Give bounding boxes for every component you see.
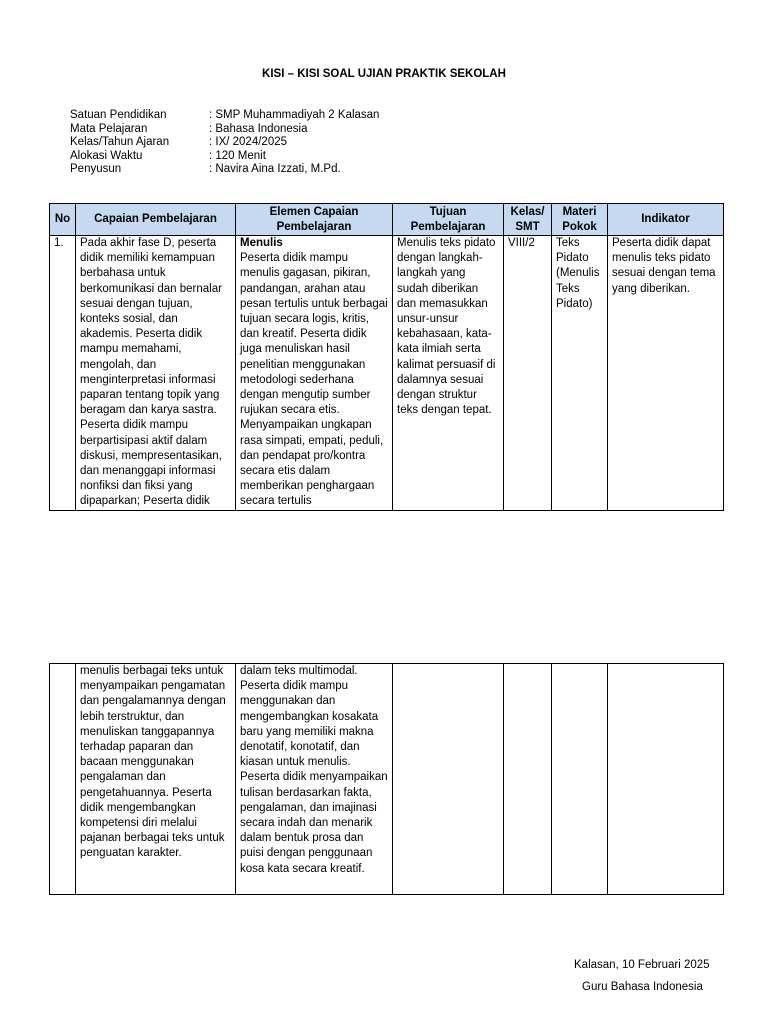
info-value: : IX/ 2024/2025 [209, 136, 288, 149]
cell-indikator: Peserta didik dapat menulis teks pidato sesuai dengan tema yang diberikan. [608, 236, 724, 511]
cell-tujuan [393, 664, 504, 895]
info-value: : SMP Muhammadiyah 2 Kalasan [209, 109, 380, 121]
table-row [50, 664, 724, 895]
info-label: Kelas/Tahun Ajaran [70, 136, 170, 149]
header-no: No [50, 204, 76, 236]
info-label: Alokasi Waktu [70, 149, 143, 162]
cell-indikator [608, 664, 724, 895]
document-title: KISI – KISI SOAL UJIAN PRAKTIK SEKOLAH [262, 68, 506, 80]
cell-kelas [504, 664, 552, 895]
cell-no: 1. [50, 236, 76, 511]
kisi-table-continued [49, 663, 724, 895]
info-row-waktu [70, 150, 379, 164]
info-label: Penyusun [70, 163, 122, 176]
cell-capaian: menulis berbagai teks untuk menyampaikan pengamatan dan pengalamannya dengan lebih terstruktur, dan menuliskan tanggapannya terhadap paparan dan bacaan menggunakan pengalaman dan pengetahuannya. Peserta didik mengembangkan kompetensi diri melalui pajanan berbagai teks untuk penguatan karakter. [76, 664, 236, 895]
info-label: Satuan Pendidikan [70, 109, 167, 121]
document-info [70, 109, 379, 177]
header-elemen: Elemen Capaian Pembelajaran [236, 204, 393, 236]
cell-capaian: Pada akhir fase D, peserta didik memiliki kemampuan berbahasa untuk berkomunikasi dan bernalar sesuai dengan tujuan, konteks sosial, dan akademis. Peserta didik mampu memahami, mengolah, dan menginterpretasi informasi paparan tentang topik yang beragam dan karya sastra. Peserta didik mampu berpartisipasi aktif dalam diskusi, mempresentasikan, dan menanggapi informasi nonfiksi dan fiksi yang dipaparkan; Peserta didik [76, 236, 236, 511]
info-value: : 120 Menit [209, 149, 266, 162]
header-kelas: Kelas/ SMT [504, 204, 552, 236]
cell-elemen: dalam teks multimodal. Peserta didik mampu menggunakan dan mengembangkan kosakata baru yang memiliki makna denotatif, konotatif, dan kiasan untuk menulis. Peserta didik menyampaikan tulisan berdasarkan fakta, pengalaman, dan imajinasi secara indah dan menarik dalam bentuk prosa dan puisi dengan penggunaan kosa kata secara kreatif. [236, 664, 393, 895]
kisi-table [49, 203, 724, 511]
signature-role: Guru Bahasa Indonesia [582, 981, 703, 993]
info-label: Mata Pelajaran [70, 122, 148, 135]
header-materi: Materi Pokok [552, 204, 608, 236]
cell-materi [552, 664, 608, 895]
header-tujuan: Tujuan Pembelajaran [393, 204, 504, 236]
info-value: : Bahasa Indonesia [209, 122, 308, 135]
cell-tujuan: Menulis teks pidato dengan langkah-langkah yang sudah diberikan dan memasukkan unsur-unsur kebahasaan, kata-kata ilmiah serta kalimat persuasif di dalamnya sesuai dengan struktur teks dengan tepat. [393, 236, 504, 511]
table-header-row [50, 204, 724, 236]
cell-elemen [236, 236, 393, 511]
info-row-kelas [70, 136, 379, 150]
cell-no [50, 664, 76, 895]
cell-materi: Teks Pidato (Menulis Teks Pidato) [552, 236, 608, 511]
elemen-heading: Menulis [240, 237, 283, 249]
cell-kelas: VIII/2 [504, 236, 552, 511]
info-row-penyusun [70, 163, 379, 177]
signature-place-date: Kalasan, 10 Februari 2025 [574, 959, 710, 971]
header-capaian: Capaian Pembelajaran [76, 204, 236, 236]
info-value: : Navira Aina Izzati, M.Pd. [209, 163, 341, 176]
info-row-satuan [70, 109, 379, 123]
elemen-text: Peserta didik mampu menulis gagasan, pikiran, pandangan, arahan atau pesan tertulis untuk berbagai tujuan secara logis, kritis, dan kreatif. Peserta didik juga menuliskan hasil penelitian menggunakan metodologi sederhana dengan mengutip sumber rujukan secara etis. Menyampaikan ungkapan rasa simpati, empati, peduli, dan pendapat pro/kontra secara etis dalam memberikan penghargaan secara tertulis [240, 252, 388, 508]
header-indikator: Indikator [608, 204, 724, 236]
table-row [50, 236, 724, 511]
info-row-mapel [70, 123, 379, 137]
